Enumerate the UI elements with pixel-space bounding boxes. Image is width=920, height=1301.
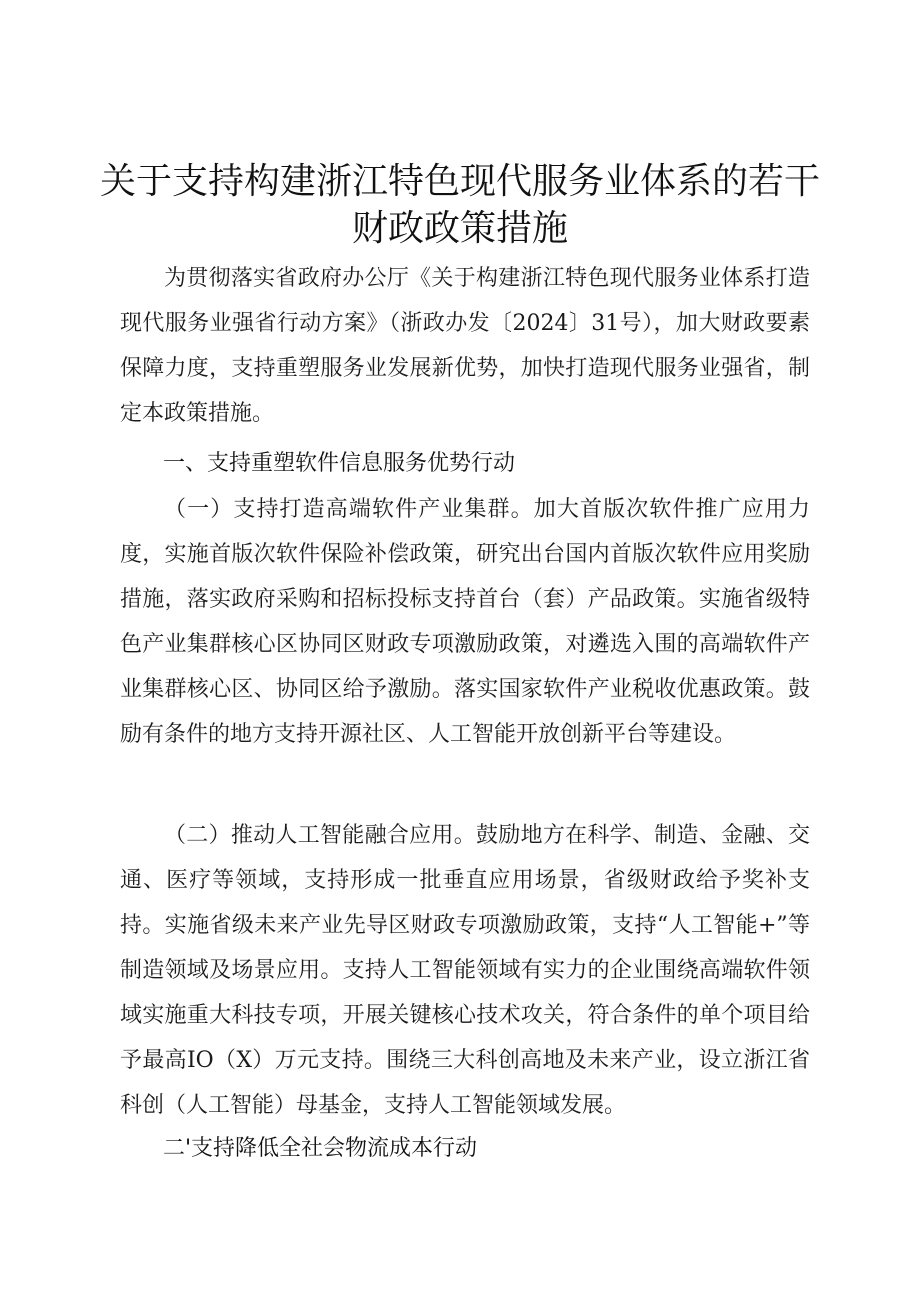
section-heading-2: 二'支持降低全社会物流成本行动 [163, 1136, 478, 1161]
document-title-line-1: 关于支持构建浙江特色现代服务业体系的若干 [99, 161, 820, 202]
section-1-item-2-paragraph: （二）推动人工智能融合应用。鼓励地方在科学、制造、金融、交通、医疗等领域，支持形成一批垂直应用场景，省级财政给予奖补支持。实施省级未来产业先导区财政专项激励政策，支持“人工智能+”等制造领域及场景应用。支持人工智能领域有实力的企业围绕高端软件领域实施重大科技专项，开展关键核心技术攻关，符合条件的单个项目给予最高IO（X）万元支持。围绕三大科创高地及未来产业，设立浙江省科创（人工智能）母基金，支持人工智能领域发展。 [120, 823, 810, 1118]
document-title-line-2: 财政政策措施 [351, 208, 568, 249]
section-1-item-1-paragraph: （一）支持打造高端软件产业集群。加大首版次软件推广应用力度，实施首版次软件保险补偿政策，研究出台国内首版次软件应用奖励措施，落实政府采购和招标投标支持首台（套）产品政策。实施省级特色产业集群核心区协同区财政专项激励政策，对遴选入围的高端软件产业集群核心区、协同区给予激励。落实国家软件产业税收优惠政策。鼓励有条件的地方支持开源社区、人工智能开放创新平台等建设。 [120, 497, 810, 747]
section-heading-1: 一、支持重塑软件信息服务优势行动 [163, 451, 516, 476]
intro-paragraph: 为贯彻落实省政府办公厅《关于构建浙江特色现代服务业体系打造现代服务业强省行动方案》（浙政办发〔2024〕31号），加大财政要素保障力度，支持重塑服务业发展新优势，加快打造现代服务业强省，制定本政策措施。 [120, 266, 810, 426]
